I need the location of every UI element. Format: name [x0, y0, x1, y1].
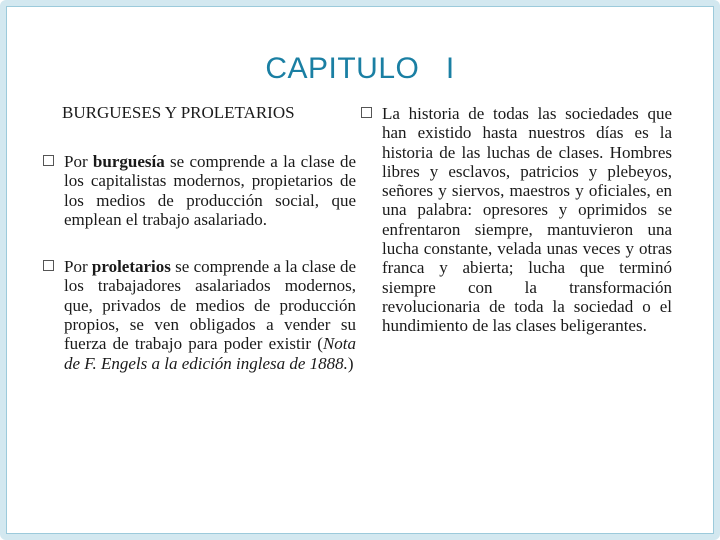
square-bullet-icon [43, 260, 54, 271]
engels-note: Nota de F. Engels a la edición inglesa de 1888. [64, 334, 356, 373]
definition-text: se comprende a la clase de los trabajadores asalariados modernos, que, privados de medios de producción propios, se ven obligados a vender su fuerza de trabajo para poder existir ( [64, 257, 356, 354]
square-bullet-icon [43, 155, 54, 166]
section-heading: BURGUESES Y PROLETARIOS [62, 103, 295, 122]
definition-burguesia [64, 152, 356, 229]
slide-title: CAPITULO I [265, 52, 455, 85]
left-column [64, 152, 356, 373]
right-column [382, 104, 672, 336]
definition-prefix: Por [64, 152, 93, 171]
definition-proletarios [64, 257, 356, 373]
square-bullet-icon [361, 107, 372, 118]
history-paragraph [382, 104, 672, 336]
definition-term: proletarios [91, 257, 171, 277]
history-text: La historia de todas las sociedades que han existido hasta nuestros días es la historia de las luchas de clases. Hombres libres y esclavos, patricios y plebeyos, señores y siervos, maestros y oficiales, en una palabra: opresores y oprimidos se enfrentaron siempre, mantuvieron una lucha constante, velada unas veces y otras franca y abierta; lucha que terminó siempre con la transformación revolucionaria de toda la sociedad o el hundimiento de las clases beligerantes. [382, 104, 672, 336]
note-closing: ) [347, 353, 354, 373]
definition-text: se comprende a la clase de los capitalistas modernos, propietarios de los medios de producción social, que emplean el trabajo asalariado. [64, 152, 356, 229]
definition-term: burguesía [92, 152, 165, 171]
definition-prefix: Por [64, 257, 92, 277]
